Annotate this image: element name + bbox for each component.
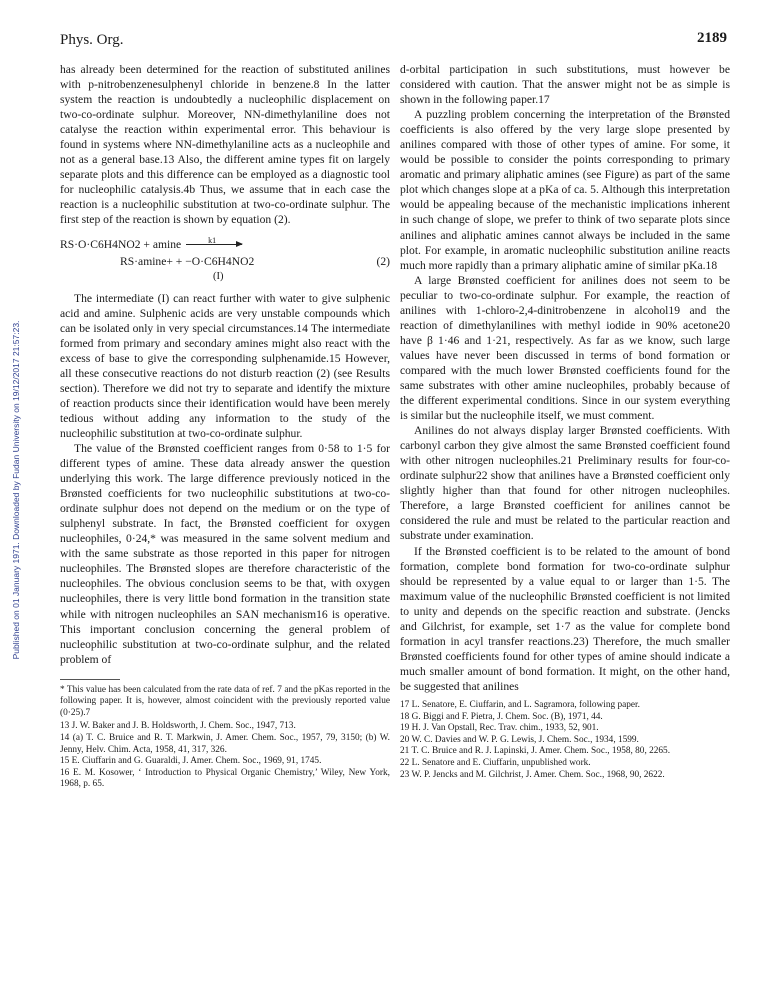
reference-item: 21 T. C. Bruice and R. J. Lapinski, J. Amer. Chem. Soc., 1958, 80, 2265. xyxy=(400,746,671,757)
paragraph: A large Brønsted coefficient for anilines does not seem to be peculiar to two-co-ordinate sulphur. For example, the reaction of anilines with 1-chloro-2,4-dinitrobenzene in alcohol19 and the reaction of dimethylanilines with methyl iodide in 90% acetone20 have β 1·46 and 1·21, respectively. As far as we know, such large values have never been discussed in terms of bond formation or compared with the much lower Brønsted coefficients found for the same substrates with other amine nucleophiles, probably because of the different experimental conditions. Since in our system everything is similar but the nucleophile itself, we must comment. xyxy=(400,273,730,423)
paragraph: The value of the Brønsted coefficient ranges from 0·58 to 1·5 for different types of amine. These data already answer the question underlying this work. The large difference previously noticed in the Brønsted coefficients for two nucleophilic substitutions at two-co-ordinate sulphur does not depend on the medium or on the type of sulphenyl substrate. In fact, the Brønsted coefficient for oxygen nucleophiles, 0·24,* was measured in the same solvent medium and with the same substrate as those reported in this paper for nitrogen nucleophiles. The Brønsted slopes are therefore characteristic of the nucleophiles. The obvious conclusion seems to be that, with oxygen nucleophiles, there is very little bond formation in the transition state while with nitrogen nucleophiles an SAN mechanism16 is operative. This important conclusion concerning the general problem of nucleophilic substitution at two-co-ordinate sulphur, and the related problem of xyxy=(60,441,390,666)
reference-item: 18 G. Biggi and F. Pietra, J. Chem. Soc. (B), 1971, 44. xyxy=(400,711,603,722)
download-watermark xyxy=(6,40,26,940)
equation-line-2 xyxy=(60,254,390,269)
reference-item: 17 L. Senatore, E. Ciuffarin, and L. Sagramora, following paper. xyxy=(400,699,640,710)
reference-item: 20 W. C. Davies and W. P. G. Lewis, J. Chem. Soc., 1934, 1599. xyxy=(400,734,639,745)
reference-item: 16 E. M. Kosower, ‘ Introduction to Physical Organic Chemistry,’ Wiley, New York, 1968, p. 65. xyxy=(60,767,390,790)
paragraph: A puzzling problem concerning the interpretation of the Brønsted coefficients is also offered by the very large slope presented by anilines compared with those of other types of amine. For some, it would be possible to consider the points corresponding to primary aromatic and primary aliphatic amines (see Figure) as part of the same plot which changes slope at a pKa of ca. 5. Although this interpretation would be appealing because of the mechanistic implications inherent in such change of slope, we prefer to think of two separate plots since anilines and aliphatic amines cannot always be included in the same plot. For example, in aromatic nucleophilic substitution aniline reacts much more rapidly than a primary aliphatic amine of similar pKa.18 xyxy=(400,108,730,272)
footnote-divider xyxy=(60,679,120,680)
reference-list xyxy=(60,721,390,791)
intermediate-label: (I) xyxy=(212,270,224,282)
reference-item: 13 J. W. Baker and J. B. Holdsworth, J. Chem. Soc., 1947, 713. xyxy=(60,721,296,732)
equation-2 xyxy=(60,237,390,283)
reference-item: 14 (a) T. C. Bruice and R. T. Markwin, J. Amer. Chem. Soc., 1957, 79, 3150; (b) W. Jenny, Helv. Chim. Acta, 1958, 41, 317, 326. xyxy=(60,733,390,755)
paragraph: The intermediate (I) can react further with water to give sulphenic acid and amine. Sulphenic acids are very unstable compounds which can be isolated only in very special circumstances.14 The intermediate formed from primary and secondary amines might also react with the excess of base to give the corresponding sulphenamide.15 However, all these consecutive reactions do not disturb reaction (2) (see Results section). Therefore we did not try to separate and identify the mixture of reaction products since their identification would have been merely tedious without adding any information to the study of the nucleophilic substitution at two-co-ordinate sulphur. xyxy=(60,291,390,440)
left-column xyxy=(60,62,390,791)
reference-item: 15 E. Ciuffarin and G. Guaraldi, J. Amer. Chem. Soc., 1969, 91, 1745. xyxy=(60,756,322,767)
equation-products: RS·amine+ + −O·C6H4NO2 xyxy=(120,254,255,268)
reference-item: 22 L. Senatore and E. Ciuffarin, unpublished work. xyxy=(400,757,591,768)
running-header-journal: Phys. Org. xyxy=(60,32,124,48)
reference-list xyxy=(400,700,730,781)
right-column xyxy=(400,62,730,781)
reference-item: 23 W. P. Jencks and M. Gilchrist, J. Amer. Chem. Soc., 1968, 90, 2622. xyxy=(400,769,665,780)
paragraph: Anilines do not always display larger Brønsted coefficients. With carbonyl carbon they give almost the same Brønsted coefficient found with other nitrogen nucleophiles.21 Preliminary results for four-co-ordinate sulphur22 show that anilines have a Brønsted coefficient only slightly higher than that found for other nitrogen nucleophiles. Therefore, a large Brønsted coefficient for anilines cannot be considered the rule and must be related to the particular reaction and substrate under examination. xyxy=(400,424,730,543)
paragraph: d-orbital participation in such substitutions, must however be considered with caution. That the answer might not be as simple is shown in the following paper.17 xyxy=(400,63,730,107)
equation-reactants: RS·O·C6H4NO2 + amine xyxy=(60,237,182,251)
paragraph: has already been determined for the reaction of substituted anilines with p-nitrobenzenesulphenyl chloride in benzene.8 In the latter system the reaction is undoubtedly a nucleophilic displacement on two-co-ordinate sulphur. Moreover, NN-dimethylaniline does not catalyse the reaction within experimental error. This behaviour is found in systems where NN-dimethylaniline acts as a nucleophile and not as a general base.13 Also, the different amine types fit on largely separate plots and this difference can be employed as a diagnostic tool for nucleophilic catalysis.4b Thus, we assume that in each case the reaction is a nucleophilic substitution at two-co-ordinate sulphur. The first step of the reaction is shown by equation (2). xyxy=(60,63,390,227)
reaction-arrow xyxy=(186,236,242,246)
reference-item: 19 H. J. Van Opstall, Rec. Trav. chim., 1933, 52, 901. xyxy=(400,723,599,734)
equation-number: (2) xyxy=(376,254,390,268)
download-watermark-text: Published on 01 January 1971. Downloaded by Fudan University on 19/12/2017 21:57:23. xyxy=(11,320,21,660)
footnote: * This value has been calculated from the rate data of ref. 7 and the pKas reported in the following paper. It is, however, almost coincident with the previously reported value (0·25).7 xyxy=(60,684,390,718)
page-number: 2189 xyxy=(697,30,727,46)
equation-line-1 xyxy=(60,237,390,254)
rate-constant-label: k1 xyxy=(208,236,217,246)
paragraph: If the Brønsted coefficient is to be related to the amount of bond formation, complete bond formation for two-co-ordinate sulphur should be represented by a value equal to or larger than 1·5. The maximum value of the nucleophilic Brønsted coefficient is not limited to unity and depends on the specific reaction and substrate. (Jencks and Gilchrist, for example, set 1·7 as the value for complete bond formation in acyl transfer reactions.23) Therefore, the much smaller Brønsted coefficients found for other types of amine should indicate a much smaller amount of bond formation. It might, on the other hand, be suggested that anilines xyxy=(400,544,730,693)
